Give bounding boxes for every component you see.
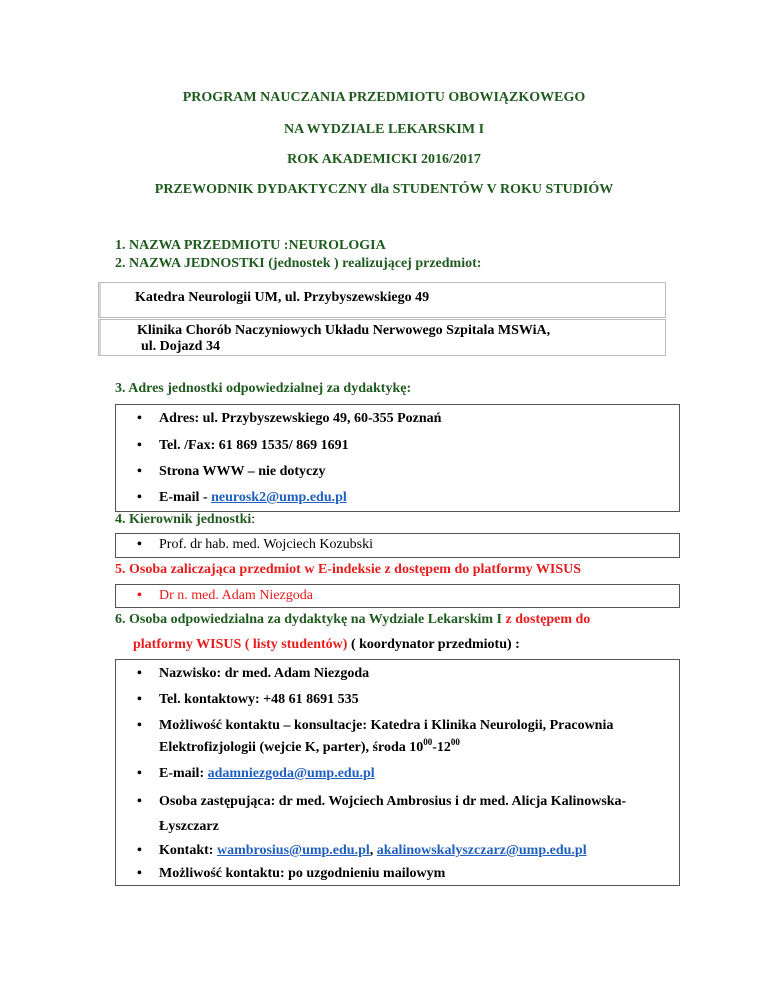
bullet-icon: • [137,666,142,681]
consult-line2 [159,737,460,756]
bullet-icon: • [137,766,142,781]
section-4-colon: : [251,512,256,527]
bullet-icon: • [137,588,142,603]
section-6-title-line2 [133,637,520,653]
section-4-title-text: 4. Kierownik jednostki [115,512,252,527]
consult-line2-text: Elektrofizjologii (wejcie K, parter), środa 10 [159,740,424,755]
section-6-title-part1: 6. Osoba odpowiedzialna za dydaktykę na Wydziale Lekarskim I [115,612,506,627]
bullet-icon: • [137,490,142,505]
unit-1-text: Katedra Neurologii UM, ul. Przybyszewskiego 49 [135,290,430,305]
section-4-title [115,512,255,528]
head-box [115,533,680,558]
bullet-icon: • [137,794,142,809]
doc-title-line4: PRZEWODNIK DYDAKTYCZNY dla STUDENTÓW V ROKU STUDIÓW [154,182,614,197]
coord-phone-text: Tel. kontaktowy: +48 61 8691 535 [159,692,359,707]
doc-title-line2: NA WYDZIALE LEKARSKIM I [283,122,485,137]
contact-email-2-link[interactable]: akalinowskalyszczarz@ump.edu.pl [376,843,587,858]
bullet-icon: • [137,692,142,707]
consult-line1: Możliwość kontaktu – konsultacje: Katedra i Klinika Neurologii, Pracownia [159,718,614,733]
deputy-line1: Osoba zastępująca: dr med. Wojciech Ambrosius i dr med. Alicja Kalinowska- [159,794,627,809]
contact-label: Kontakt: [159,843,217,858]
section-1-title: 1. NAZWA PRZEDMIOTU :NEUROLOGIA [115,238,386,253]
email-row [159,490,347,506]
unit-box-2 [98,319,666,356]
section-5-title: 5. Osoba zaliczająca przedmiot w E-indeksie z dostępem do platformy WISUS [115,562,581,577]
section-6-title-rest: ( koordynator przedmiotu) : [347,637,520,652]
bullet-icon: • [137,537,142,552]
bullet-icon: • [137,464,142,479]
section-6-title-part2: z dostępem do [505,612,591,627]
coord-email-link[interactable]: adamniezgoda@ump.edu.pl [207,766,375,781]
deputy-line2: Łyszczarz [159,819,219,834]
consult-dash: -12 [432,740,451,755]
unit-box-1 [98,282,666,318]
consult-time-sup1: 00 [423,737,433,747]
phone-text: Tel. /Fax: 61 869 1535/ 869 1691 [159,438,349,453]
bullet-icon: • [137,843,142,858]
bullet-icon: • [137,866,142,881]
doc-title-line3: ROK AKADEMICKI 2016/2017 [287,152,481,167]
section-6-title-red: platformy WISUS ( listy studentów) [133,637,348,652]
unit-2-line2: ul. Dojazd 34 [141,339,220,354]
email-link[interactable]: neurosk2@ump.edu.pl [211,490,347,505]
unit-2-line1: Klinika Chorób Naczyniowych Układu Nerwowego Szpitala MSWiA, [137,323,551,338]
coord-email-row [159,766,375,782]
contact-email-1-link[interactable]: wambrosius@ump.edu.pl [216,843,370,858]
address-box [115,404,680,512]
coord-email-label: E-mail: [159,766,208,781]
section-3-title: 3. Adres jednostki odpowiedzialnej za dydaktykę: [115,381,412,396]
grader-box [115,584,680,608]
bullet-icon: • [137,438,142,453]
bullet-icon: • [137,718,142,733]
bullet-icon: • [137,411,142,426]
email-label: E-mail - [159,490,212,505]
contact-row [159,843,587,859]
head-text: Prof. dr hab. med. Wojciech Kozubski [159,537,374,552]
coordinator-box [115,659,680,886]
doc-title-line1: PROGRAM NAUCZANIA PRZEDMIOTU OBOWIĄZKOWEGO [182,90,586,105]
contact-separator: , [369,843,377,858]
address-text: Adres: ul. Przybyszewskiego 49, 60-355 Poznań [159,411,442,426]
consult-time-sup2: 00 [450,737,460,747]
surname-text: Nazwisko: dr med. Adam Niezgoda [159,666,370,681]
contact-mode-text: Możliwość kontaktu: po uzgodnieniu mailowym [159,866,446,881]
section-2-title: 2. NAZWA JEDNOSTKI (jednostek ) realizującej przedmiot: [115,256,482,271]
grader-text: Dr n. med. Adam Niezgoda [159,588,313,603]
section-6-title-line1 [115,612,590,628]
www-text: Strona WWW – nie dotyczy [159,464,326,479]
